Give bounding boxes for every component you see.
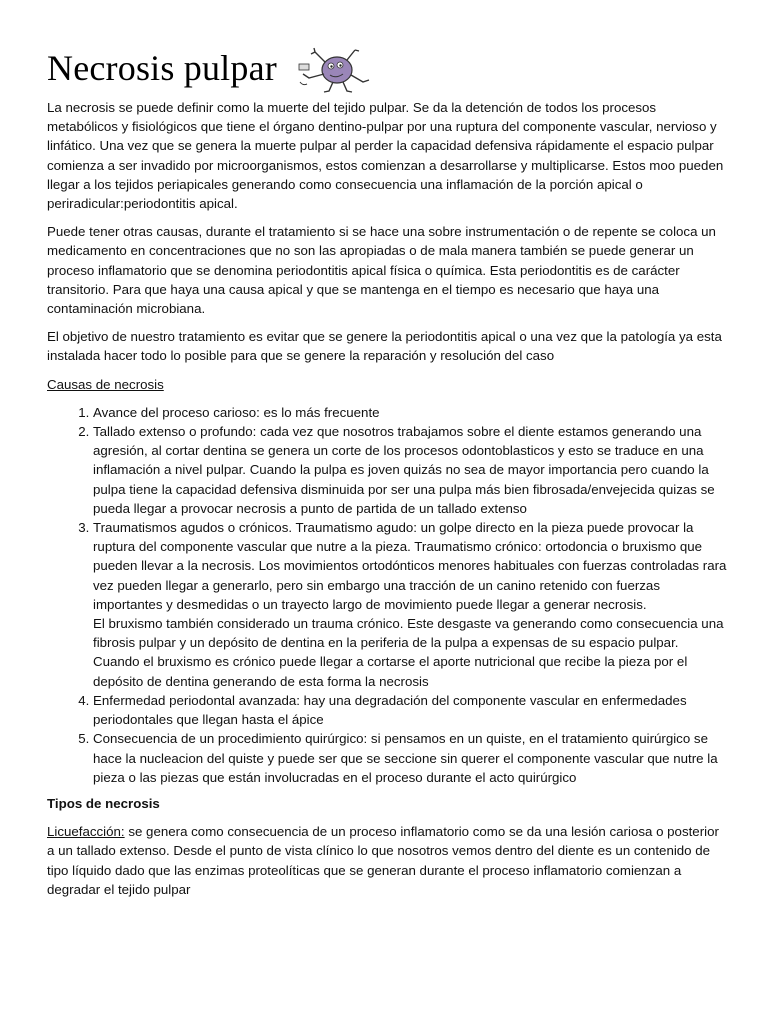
list-item: [93, 403, 727, 422]
list-item-extra-text: El bruxismo también considerado un trauma crónico. Este desgaste va generando como consecuencia una fibrosis pulpar y un depósito de dentina en la periferia de la pulpa a expensas de su espacio pulpar. Cuando el bruxismo es crónico puede llegar a cortarse el aporte nutricional que recibe la pieza por el depósito de dentina generando de esta forma la necrosis: [93, 616, 724, 689]
list-item-text: Tallado extenso o profundo: cada vez que nosotros trabajamos sobre el diente estamos generando una agresión, al cortar dentina se genera un corte de los procesos odontoblasticos y esto se traduce en una inflamación a nivel pulpar. Cuando la pulpa es joven quizás no sea de mayor importancia pero cuando la pulpa tiene la capacidad defensiva disminuida por ser una pulpa más bien fibrosada/envejecida quizas se pueda llegar a provocar necrosis a punto de partida de un tallado extenso: [93, 424, 715, 516]
title-row: [47, 44, 727, 88]
list-item-text: Avance del proceso carioso: es lo más frecuente: [93, 404, 380, 420]
list-item: [93, 422, 727, 518]
intro-paragraph-3: El objetivo de nuestro tratamiento es evitar que se genere la periodontitis apical o una vez que la patología ya esta instalada hacer todo lo posible para que se genere la reparación y resolución del caso: [47, 329, 722, 364]
list-item: [93, 729, 727, 787]
cartoon-germ-illustration: [297, 44, 373, 94]
list-item: [93, 518, 727, 691]
licuefaccion-paragraph: [47, 822, 727, 899]
list-item-text: Consecuencia de un procedimiento quirúrgico: si pensamos en un quiste, en el tratamiento quirúrgico se hace la nucleacion del quiste y puede ser que se seccione sin querer el componente vascular que nutre la pieza o las piezas que están involucradas en el proceso durante el acto quirúrgico: [93, 731, 718, 785]
causas-heading: Causas de necrosis: [47, 376, 164, 392]
causas-list: [47, 403, 727, 787]
list-item: [93, 691, 727, 729]
list-item-text: Traumatismos agudos o crónicos. Traumatismo agudo: un golpe directo en la pieza puede provocar la ruptura del componente vascular que nutre a la pieza. Traumatismo crónico: ortodoncia o bruxismo que pueden llevar a la necrosis. Los movimientos ortodónticos menores habituales con fuerzas controladas rara vez pueden llegar a generarlo, pero sin embargo una tracción de un canino retenido con fuerzas importantes y desmedidas o un trayecto largo de movimiento puede llegar a generar necrosis.: [93, 520, 727, 612]
intro-paragraph-1: La necrosis se puede definir como la muerte del tejido pulpar. Se da la detención de todos los procesos metabólicos y fisiológicos que tiene el órgano dentino-pulpar por una ruptura del componente vascular, nervioso y linfático. Una vez que se genera la muerte pulpar al perder la capacidad defensiva rápidamente el espacio pulpar comienza a ser invadido por microorganismos, estos comienzan a desarrollarse y multiplicarse. Estos moo pueden llegar a los tejidos periapicales generando como consecuencia una inflamación de la porción apical o periradicular:periodontitis apical.: [47, 100, 724, 212]
list-item-text: Enfermedad periodontal avanzada: hay una degradación del componente vascular en enfermedades periodontales que llegan hasta el ápice: [93, 692, 687, 728]
licuefaccion-text: se genera como consecuencia de un proceso inflamatorio como se da una lesión cariosa o posterior a un tallado extenso. Desde el punto de vista clínico lo que nosotros vemos dentro del diente es un contenido de tipo líquido dado que las enzimas proteolíticas que se generan durante el proceso inflamatorio comienzan a degradar el tejido pulpar: [47, 824, 719, 897]
document-page: [47, 44, 727, 908]
page-title: Necrosis pulpar: [47, 48, 277, 88]
tipos-heading: Tipos de necrosis: [47, 795, 160, 811]
licuefaccion-label: Licuefacción:: [47, 824, 125, 840]
intro-paragraph-2: Puede tener otras causas, durante el tratamiento si se hace una sobre instrumentación o de repente se coloca un medicamento en concentraciones que no son las apropiadas o de mala manera también se puede generar un proceso inflamatorio que se denomina periodontitis apical física o química. Esta periodontitis es de carácter transitorio. Para que haya una causa apical y que se mantenga en el tiempo es necesario que haya una contaminación microbiana.: [47, 224, 716, 317]
